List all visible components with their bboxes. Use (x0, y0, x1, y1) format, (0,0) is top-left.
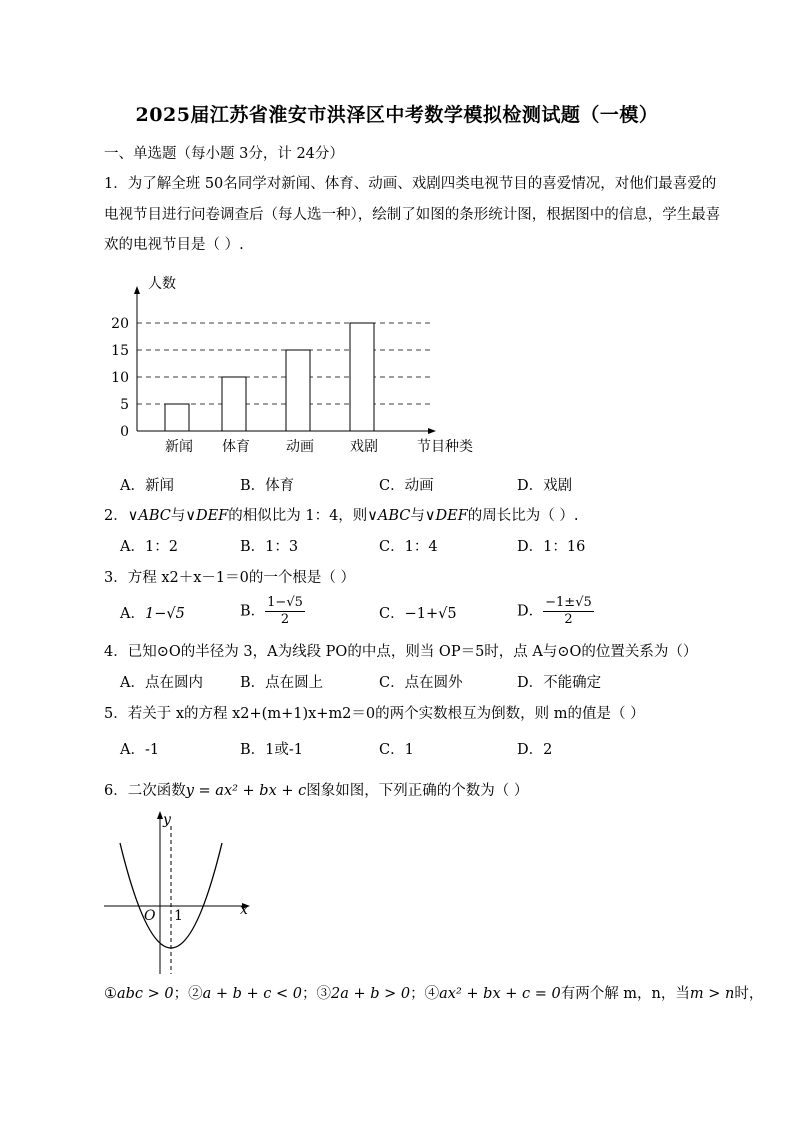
page-title: 2025届江苏省淮安市洪泽区中考数学模拟检测试题（一模） (135, 104, 659, 126)
q2-text-c: 的相似比为 1：4，则 (228, 508, 368, 524)
q1-option-c: C．动画 (379, 478, 434, 494)
x-axis-arrow (428, 428, 436, 434)
q2-text-d: 与 (410, 508, 425, 524)
q2-triangle-abc: ∨ABC (127, 508, 171, 524)
q1-line1: 1．为了解全班 50名同学对新闻、体育、动画、戏剧四类电视节目的喜爱情况，对他们最喜爱的 (104, 176, 717, 192)
q2-triangle-def: ∨DEF (185, 508, 229, 524)
q1-line2: 电视节目进行问卷调查后（每人选一种），绘制了如图的条形统计图，根据图中的信息，学生最喜 (104, 207, 721, 223)
q1-line3: 欢的电视节目是（ ）. (104, 237, 244, 253)
q3-option-c-value: −1+√5 (404, 606, 457, 622)
y-tick-label: 5 (120, 397, 129, 413)
y-axis-title: 人数 (148, 276, 176, 292)
tick-label-one: 1 (174, 908, 183, 924)
bar (222, 377, 246, 431)
x-category-label: 戏剧 (350, 439, 378, 455)
q3-option-d-denominator: 2 (564, 612, 573, 627)
q3-option-d-label: D． (517, 603, 544, 620)
q6-statements (104, 984, 763, 1004)
bar-chart (100, 268, 500, 463)
q3-option-b-numerator: 1−√5 (267, 595, 303, 610)
parabola-graph (100, 808, 260, 980)
q3-option-d-fraction (543, 595, 594, 628)
y-tick-label: 0 (120, 424, 129, 440)
section-heading: 一、单选题（每小题 3分，计 24分） (104, 146, 344, 162)
q6-tail-a: 有两个解 m，n，当 (560, 986, 690, 1002)
q2-option-a: A．1：2 (120, 539, 178, 555)
q6-tail-condition: m > n (689, 986, 735, 1002)
stmt3-expr: 2a + b > 0 (331, 986, 411, 1002)
sep3: ； (410, 986, 425, 1002)
q4-option-d: D．不能确定 (517, 675, 602, 691)
q3-option-b-fraction (265, 595, 305, 628)
stmt2-expr: a + b + c < 0 (202, 986, 303, 1002)
x-axis-title: 节目种类 (417, 439, 473, 455)
stmt1-mark: ① (104, 986, 117, 1002)
q1-option-d: D．戏剧 (517, 478, 573, 494)
q3-option-c (379, 604, 457, 624)
sep1: ； (173, 986, 189, 1002)
q4-option-b: B．点在圆上 (240, 675, 324, 691)
q2-triangle-def-2: ∨DEF (424, 508, 468, 524)
q5-option-d: D．2 (517, 742, 553, 758)
origin-label: O (144, 908, 156, 924)
q6-text-a: 6．二次函数 (104, 783, 186, 799)
q3-option-a (120, 604, 185, 624)
q3-option-a-value: 1−√5 (144, 606, 185, 622)
q2-text-b: 与 (170, 508, 186, 524)
x-axis-label: x (240, 902, 248, 918)
q5-option-c: C．1 (379, 742, 414, 758)
q6-text-b: 图象如图，下列正确的个数为（ ） (306, 783, 529, 799)
q5-stem: 5．若关于 x的方程 x2+(m+1)x+m2＝0的两个实数根互为倒数，则 m的值是（ ） (104, 706, 645, 722)
q3-stem: 3．方程 x2＋x－1＝0的一个根是（ ） (104, 570, 355, 586)
sep2: ； (302, 986, 317, 1002)
stmt3-mark: ③ (316, 986, 332, 1002)
q2-text-a: 2． (104, 508, 128, 524)
q3-option-a-label: A． (120, 606, 145, 622)
y-tick-label: 10 (111, 370, 129, 386)
q2-triangle-abc-2: ∨ABC (367, 508, 411, 524)
x-category-label: 体育 (222, 439, 250, 455)
q3-option-b-label: B． (240, 603, 266, 620)
q6-formula: y = ax² + bx + c (185, 783, 307, 799)
stmt4-mark: ④ (424, 986, 440, 1002)
q3-option-b-denominator: 2 (280, 612, 290, 627)
q3-option-d-numerator: −1±√5 (545, 595, 592, 610)
q2-option-b: B．1：3 (240, 539, 299, 555)
y-tick-label: 15 (111, 343, 129, 359)
bar (165, 404, 189, 431)
q3-option-b (240, 595, 305, 628)
y-tick-label: 20 (111, 316, 129, 332)
stmt4-expr: ax² + bx + c = 0 (439, 986, 561, 1002)
q5-option-b: B．1或-1 (240, 742, 304, 758)
q3-option-c-label: C． (379, 606, 405, 622)
q5-option-a: A．-1 (120, 742, 160, 758)
y-axis-label: y (163, 812, 171, 828)
y-axis-arrow (134, 286, 140, 294)
q1-option-b: B．体育 (240, 478, 295, 494)
bar (286, 350, 310, 431)
q2-stem (104, 506, 579, 526)
q2-option-d: D．1：16 (517, 539, 586, 555)
x-category-label: 动画 (286, 439, 314, 455)
q4-option-a: A．点在圆内 (120, 675, 203, 691)
q4-option-c: C．点在圆外 (379, 675, 463, 691)
q1-option-a: A．新闻 (120, 478, 174, 494)
stmt1-expr: abc > 0 (117, 986, 174, 1002)
q2-text-e: 的周长比为（ ）. (467, 508, 579, 524)
q6-tail-b: 时， (734, 986, 764, 1002)
bar (350, 323, 374, 431)
q3-option-d (517, 595, 594, 628)
q4-stem: 4．已知⊙O的半径为 3，A为线段 PO的中点，则当 OP＝5时，点 A与⊙O的位置关系为（） (104, 644, 698, 660)
q6-stem (104, 781, 528, 801)
q2-option-c: C．1：4 (379, 539, 438, 555)
x-category-label: 新闻 (165, 439, 193, 455)
stmt2-mark: ② (188, 986, 203, 1002)
